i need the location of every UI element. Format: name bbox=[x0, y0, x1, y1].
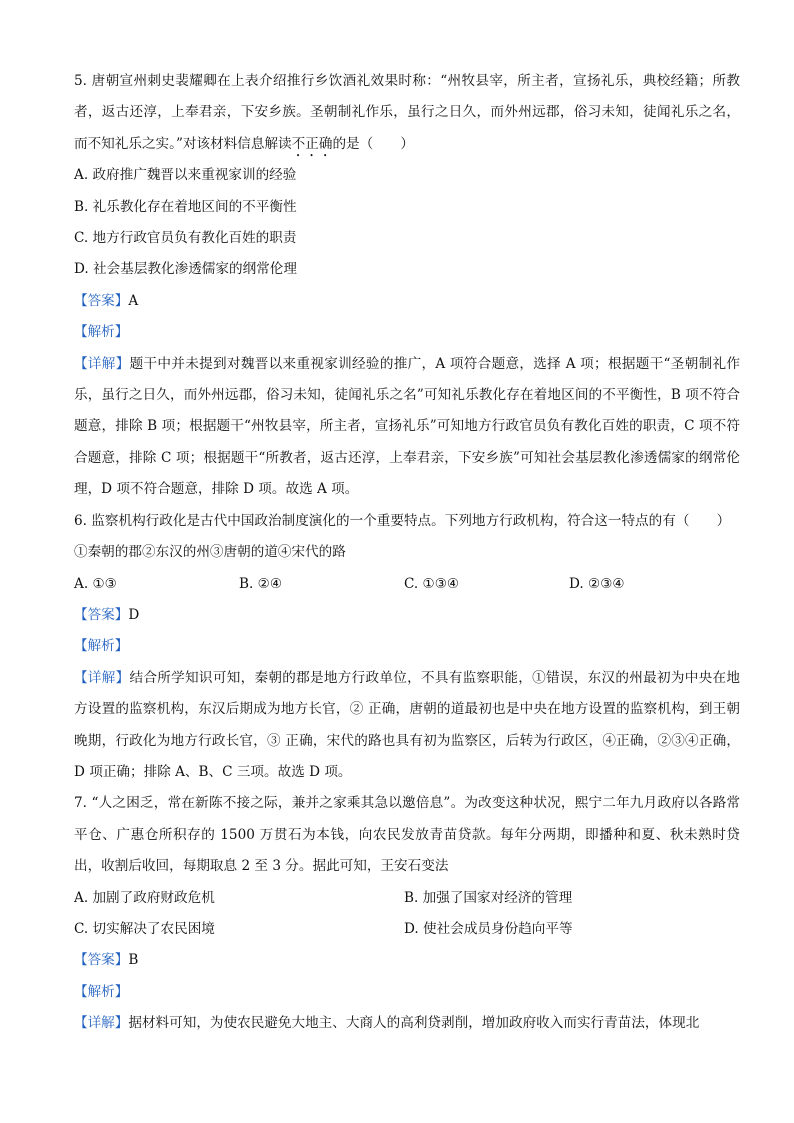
question-7-answer bbox=[74, 945, 740, 976]
question-5-option-a: A. 政府推广魏晋以来重视家训的经验 bbox=[74, 167, 297, 184]
detail-tag: 【详解】 bbox=[74, 355, 130, 372]
question-7-options-row-1 bbox=[74, 883, 740, 914]
question-7-option-d: D. 使社会成员身份趋向平等 bbox=[404, 920, 573, 937]
question-6-option-c: C. ①③④ bbox=[404, 575, 460, 592]
question-6-options bbox=[74, 569, 740, 600]
question-6-analysis bbox=[74, 631, 740, 662]
analysis-tag: 【解析】 bbox=[74, 638, 129, 655]
question-7-option-c: C. 切实解决了农民困境 bbox=[74, 920, 215, 937]
question-5-stem bbox=[74, 66, 740, 160]
question-6-items: ①秦朝的郡②东汉的州③唐朝的道④宋代的路 bbox=[74, 544, 346, 561]
detail-tag: 【详解】 bbox=[74, 669, 130, 686]
question-7-options-row-2 bbox=[74, 914, 740, 945]
detail-tag: 【详解】 bbox=[74, 1015, 129, 1032]
analysis-tag: 【解析】 bbox=[74, 324, 129, 341]
analysis-tag: 【解析】 bbox=[74, 983, 129, 1000]
question-5-emphasis: 不正确 bbox=[291, 135, 333, 152]
detail-text: 据材料可知，为使农民避免大地主、大商人的高利贷剥削，增加政府收入而实行青苗法，体现北 bbox=[128, 1015, 700, 1032]
question-5-answer bbox=[74, 286, 740, 317]
question-5-stem-text: 5. 唐朝宣州刺史裴耀卿在上表介绍推行乡饮酒礼效果时称：“州牧县宰，所主者，宣扬礼乐，典校经籍；所教者，返古还淳，上奉君亲，下安乡族。圣朝制礼作乐，虽行之日久，而外州远郡，俗习未知，徒闻礼乐之名，而不知礼乐之实。”对该材料信息解读 bbox=[74, 73, 740, 152]
answer-value: D bbox=[128, 606, 140, 623]
detail-text: 结合所学知识可知，秦朝的郡是地方行政单位，不具有监察职能，①错误，东汉的州最初为中央在地方设置的监察机构，东汉后期成为地方长官，② 正确，唐朝的道最初也是中央在地方设置的监察机构，到王朝晚期，行政化为地方行政长官，③ 正确，宋代的路也具有初为监察区，后转为行政区，④正确，②③④正确，D 项正确；排除 A、B、C 三项。故选 D 项。 bbox=[74, 669, 741, 780]
question-7-analysis bbox=[74, 977, 740, 1008]
detail-text: 题干中并未提到对魏晋以来重视家训经验的推广，A 项符合题意，选择 A 项；根据题干“圣朝制礼作乐，虽行之日久，而外州远郡，俗习未知，徒闻礼乐之名”可知礼乐教化存在着地区间的不平衡性，B 项不符合题意，排除 B 项；根据题干“州牧县宰，所主者，宣扬礼乐”可知地方行政官员负有教化百姓的职责，C 项不符合题意，排除 C 项；根据题干“所教者，返古还淳，上奉君亲，下安乡族”可知社会基层教化渗透儒家的纲常伦理，D 项不符合题意，排除 D 项。故选 A 项。 bbox=[74, 355, 741, 498]
question-6-option-d: D. ②③④ bbox=[569, 575, 625, 592]
answer-tag: 【答案】 bbox=[74, 606, 129, 623]
answer-tag: 【答案】 bbox=[74, 292, 129, 309]
question-5-stem-end: 的是（ ） bbox=[332, 135, 414, 152]
question-6-option-a: A. ①③ bbox=[74, 575, 117, 592]
question-6-answer bbox=[74, 600, 740, 631]
question-6-option-b: B. ②④ bbox=[239, 575, 283, 592]
answer-tag: 【答案】 bbox=[74, 952, 129, 969]
question-7-option-b: B. 加强了国家对经济的管理 bbox=[404, 889, 573, 906]
question-5-option-c: C. 地方行政官员负有教化百姓的职责 bbox=[74, 230, 297, 247]
answer-value: B bbox=[128, 952, 139, 969]
answer-value: A bbox=[128, 292, 139, 309]
question-7-option-a: A. 加剧了政府财政危机 bbox=[74, 889, 215, 906]
question-5-option-b: B. 礼乐教化存在着地区间的不平衡性 bbox=[74, 198, 297, 215]
question-5-detail bbox=[74, 349, 740, 506]
question-5-option-d: D. 社会基层教化渗透儒家的纲常伦理 bbox=[74, 261, 297, 278]
question-7-stem: 7. “人之困乏，常在新陈不接之际，兼并之家乘其急以邀倍息”。为改变这种状况，熙宁二年九月政府以各路常平仓、广惠仓所积存的 1500 万贯石为本钱，向农民发放青苗贷款。每年分两期，即播种和夏、秋未熟时贷出，收割后收回，每期取息 2 至 3 分。据此可知，王安石变法 bbox=[74, 795, 740, 875]
question-6-stem: 6. 监察机构行政化是古代中国政治制度演化的一个重要特点。下列地方行政机构，符合这一特点的有（ ） bbox=[74, 512, 731, 529]
question-6-detail bbox=[74, 663, 740, 789]
exam-page bbox=[74, 66, 740, 1040]
question-7-detail bbox=[74, 1008, 740, 1039]
question-5-analysis bbox=[74, 317, 740, 348]
